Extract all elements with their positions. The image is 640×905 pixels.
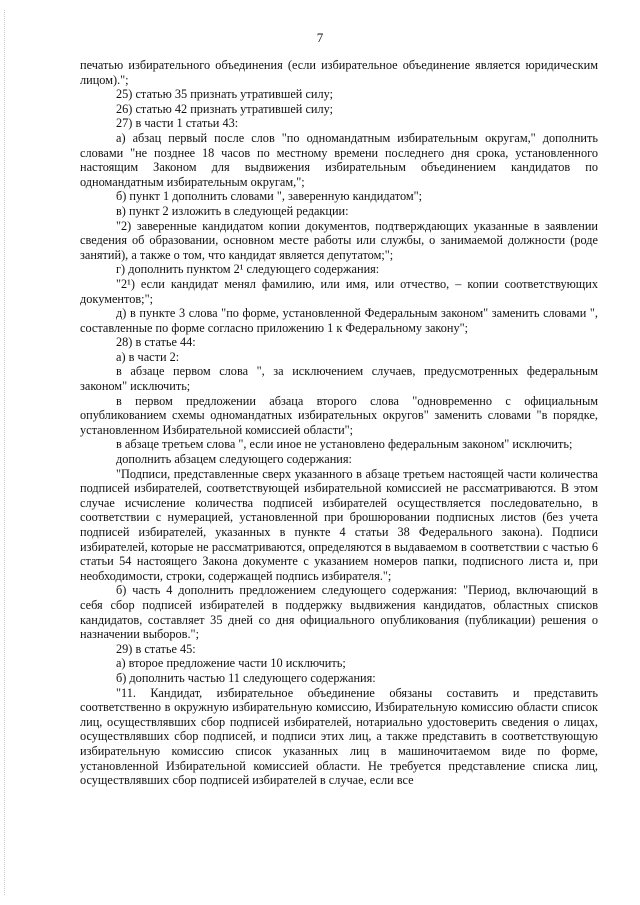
document-body: [80, 58, 598, 788]
paragraph: а) абзац первый после слов "по одномандатным избирательным округам," дополнить словами "не позднее 18 часов по местному времени последнего дня срока, установленного настоящим Законом для выдвижения избирательным объединением кандидатов по одномандатным избирательным округам,";: [80, 130, 598, 189]
binding-edge: [4, 10, 6, 895]
paragraph: в абзаце первом слова ", за исключением случаев, предусмотренных федеральным законом" исключить;: [80, 364, 598, 394]
paragraph: печатью избирательного объединения (если избирательное объединение является юридическим лицом).";: [80, 58, 598, 87]
paragraph: а) второе предложение части 10 исключить;: [116, 656, 346, 671]
paragraph: б) часть 4 дополнить предложением следующего содержания: "Период, включающий в себя сбор подписей избирателей в поддержку выдвижения кандидатов, областных списков кандидатов, составляет 35 дней со дня официального опубликования (публикации) решения о назначении выборов.";: [80, 583, 598, 642]
paragraph: 28) в статье 44:: [116, 335, 196, 350]
paragraph: д) в пункте 3 слова "по форме, установленной Федеральным законом" заменить словами ", составленные по форме согласно приложению 1 к Федеральному закону";: [80, 306, 598, 335]
paragraph: а) в части 2:: [116, 349, 180, 364]
paragraph: "2¹) если кандидат менял фамилию, или имя, или отчество, – копии соответствующих документов;";: [80, 276, 598, 306]
paragraph: 29) в статье 45:: [116, 641, 196, 656]
paragraph: б) дополнить частью 11 следующего содержания:: [116, 670, 376, 685]
paragraph: 25) статью 35 признать утратившей силу;: [116, 87, 334, 102]
page-number: 7: [316, 30, 324, 45]
paragraph: "11. Кандидат, избирательное объединение обязаны составить и представить соответственно в окружную избирательную комиссию, Избирательную комиссию области список лиц, осуществлявших сбор подписей избирателей, нотариально удостоверить сведения о лицах, осуществлявших сбор подписей, и подписи этих лиц, а также представить в соответствующую избирательную комиссию список указанных лиц в машиночитаемом виде по форме, установленной Избирательной комиссией области. Не требуется представление списка лиц, осуществлявших сбор подписей избирателей в случае, если все: [80, 685, 598, 788]
paragraph: в абзаце третьем слова ", если иное не установлено федеральным законом" исключить;: [116, 437, 573, 452]
paragraph: б) пункт 1 дополнить словами ", заверенную кандидатом";: [116, 189, 423, 204]
paragraph: в) пункт 2 изложить в следующей редакции:: [116, 203, 349, 218]
paragraph: "2) заверенные кандидатом копии документов, подтверждающих указанные в заявлении сведения об образовании, основном месте работы или службы, о занимаемой должности (роде занятий), а также о том, что кандидат является депутатом;";: [80, 218, 598, 262]
paragraph: г) дополнить пунктом 2¹ следующего содержания:: [116, 262, 380, 277]
paragraph: дополнить абзацем следующего содержания:: [116, 452, 352, 467]
paragraph: "Подписи, представленные сверх указанного в абзаце третьем настоящей части количества подписей избирателей, соответствующей избирательной комиссией не рассматриваются. В этом случае исчисление количества подписей избирателей осуществляется последовательно, в соответствии с нумерацией, установленной при брошюровании подписных листов (без учета подписей избирателей, указанных в пункте 4 статьи 38 Федерального закона). Подписи избирателей, которые не рассматриваются, определяются в выдаваемом в соответствии с частью 6 статьи 54 настоящего Закона документе с указанием номеров папки, подписного листа и, при необходимости, строки, содержащей подпись избирателя.";: [80, 466, 598, 583]
paragraph: в первом предложении абзаца второго слова "одновременно с официальным опубликованием схемы одномандатных избирательных округов" заменить словами "в порядке, установленном Избирательной комиссией области";: [80, 393, 598, 437]
paragraph: 27) в части 1 статьи 43:: [116, 116, 239, 131]
paragraph: 26) статью 42 признать утратившей силу;: [116, 101, 334, 116]
